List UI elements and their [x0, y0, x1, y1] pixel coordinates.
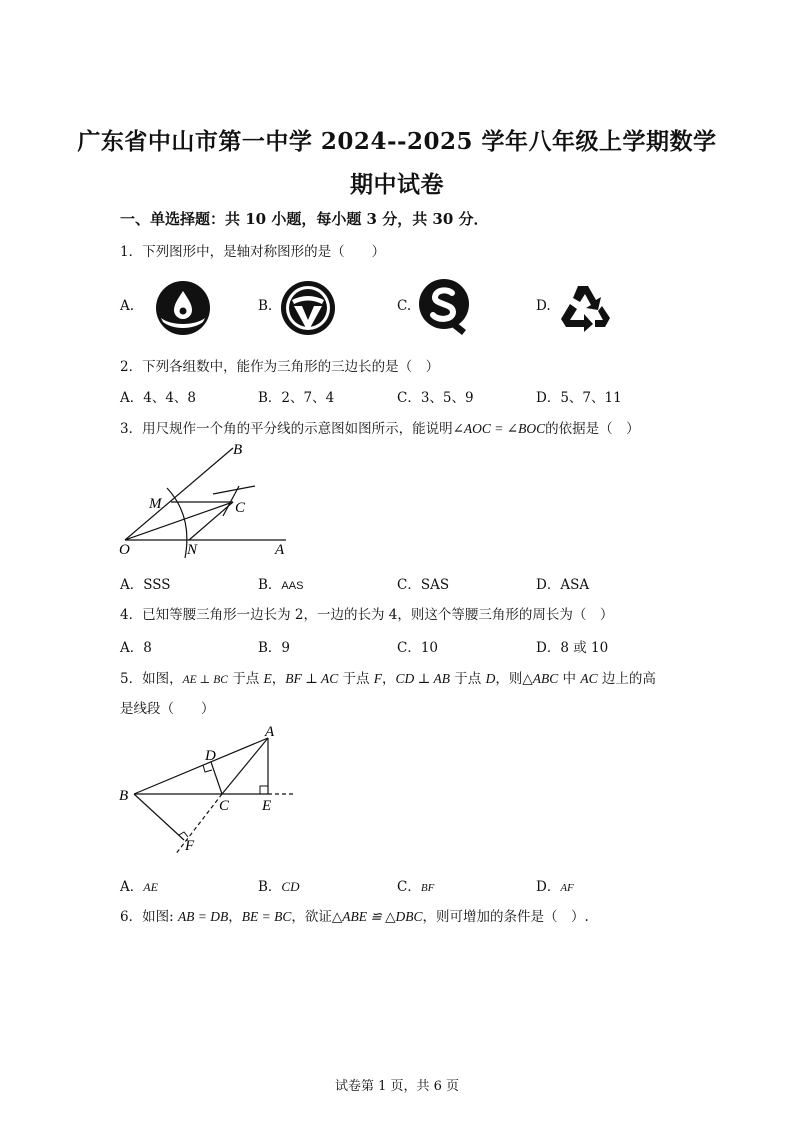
q5-text-1: 5．如图， — [120, 671, 183, 687]
q6-math-be-eq-bc: BE = BC — [241, 909, 292, 924]
q5-text-5: ， — [382, 671, 396, 687]
q5-math-ae-perp-bc: AE ⊥ BC — [182, 674, 228, 686]
fig5-label-c: C — [219, 798, 230, 814]
q5-text-8: 中 — [558, 671, 581, 687]
q2-option-d: D．5、7、11 — [536, 390, 622, 406]
letter-s-logo-icon — [418, 278, 470, 336]
q5-text-9: 边上的高 — [597, 671, 656, 687]
section-heading: 一、单选择题：共 10 小题，每小题 3 分，共 30 分． — [120, 210, 489, 228]
q1-option-d-label: D. — [536, 298, 551, 314]
fig5-label-e: E — [262, 798, 272, 814]
q3-stem-math: ∠AOC = ∠BOC — [452, 421, 546, 436]
q5-math-bf-perp-ac: BF ⊥ AC — [285, 671, 339, 686]
ray-oc — [125, 502, 233, 540]
fig5-label-d: D — [205, 748, 216, 764]
exam-title-line-1: 广东省中山市第一中学 2024--2025 学年八年级上学期数学 — [77, 128, 717, 155]
q3-angle-bisector-figure — [115, 440, 315, 560]
shield-v-logo-icon — [280, 280, 336, 336]
q5-math-ac: AC — [580, 671, 598, 686]
fig5-label-a: A — [265, 724, 275, 740]
q5-option-b — [258, 875, 299, 895]
q5-option-d — [536, 875, 574, 895]
q3-stem-text: 3．用尺规作一个角的平分线的示意图如图所示，能说明 — [120, 421, 453, 437]
arc-mn — [167, 488, 187, 558]
q3-option-b-letter: B． — [258, 577, 282, 593]
q6-math-congruent: △ABE ≌ △DBC — [331, 909, 423, 924]
fig3-label-b: B — [233, 442, 243, 458]
q3-option-a: A．SSS — [120, 577, 171, 593]
q5-option-d-value: AF — [560, 882, 574, 894]
q2-option-a: A．4、4、8 — [120, 390, 197, 406]
q5-option-c-value: BF — [420, 882, 435, 894]
question-5-stem-line-2: 是线段（ ） — [120, 701, 215, 717]
q5-option-c — [397, 875, 434, 895]
q6-text-1: 6．如图: — [120, 909, 178, 925]
q4-option-a: A．8 — [120, 640, 152, 656]
q4-option-d: D．8 或 10 — [536, 640, 609, 656]
fig5-label-b: B — [119, 788, 129, 804]
q6-text-2: ， — [228, 909, 242, 925]
segment-nc — [189, 502, 233, 540]
fig3-label-a: A — [275, 542, 285, 558]
q5-option-a-value: AE — [143, 880, 158, 894]
extension-cf — [175, 794, 222, 855]
construction-arc-1 — [213, 486, 255, 494]
ray-ob — [125, 448, 233, 540]
q5-option-a — [120, 875, 158, 895]
q5-math-triangle-abc: △ABC — [522, 671, 559, 686]
page-footer: 试卷第 1 页，共 6 页 — [334, 1079, 460, 1094]
q5-option-a-letter: A． — [120, 879, 144, 895]
question-6-stem — [120, 905, 589, 925]
q4-option-b: B．9 — [258, 640, 291, 656]
q4-option-c: C．10 — [397, 640, 439, 656]
q5-text-7: ，则 — [495, 671, 523, 687]
water-drop-logo-icon — [155, 280, 211, 336]
q5-text-6: 于点 — [450, 671, 486, 687]
recycle-icon — [558, 280, 614, 332]
q5-math-e: E — [263, 671, 272, 686]
q5-math-f: F — [373, 671, 383, 686]
q2-option-b: B．2、7、4 — [258, 390, 335, 406]
q5-text-3: ， — [271, 671, 286, 687]
fig3-label-o: O — [119, 542, 130, 558]
right-angle-d — [203, 765, 212, 772]
question-3-stem — [120, 417, 640, 437]
q3-option-d: D．ASA — [536, 577, 590, 593]
q3-option-b-value: AAS — [281, 580, 304, 592]
q5-text-2: 于点 — [227, 671, 264, 687]
question-4-stem: 4．已知等腰三角形一边长为 2，一边的长为 4，则这个等腰三角形的周长为（ ） — [120, 607, 614, 623]
fig3-label-n: N — [187, 542, 198, 558]
q3-stem-tail: 的依据是（ ） — [545, 421, 640, 437]
q5-option-d-letter: D． — [536, 879, 561, 895]
question-2-stem: 2．下列各组数中，能作为三角形的三边长的是（ ） — [120, 359, 440, 375]
fig5-label-f: F — [185, 838, 195, 854]
q5-math-cd-perp-ab: CD ⊥ AB — [395, 671, 450, 686]
question-1-stem: 1．下列图形中，是轴对称图形的是（ ） — [120, 244, 386, 260]
q5-triangle-figure — [115, 722, 305, 862]
q5-option-b-letter: B． — [258, 879, 282, 895]
q5-text-4: 于点 — [338, 671, 374, 687]
q5-math-d: D — [485, 671, 496, 686]
q1-option-a-label: A. — [120, 298, 135, 314]
q6-text-3: ，欲证 — [291, 909, 332, 925]
q5-option-b-value: CD — [281, 879, 300, 894]
q1-option-b-label: B. — [258, 298, 273, 314]
segment-ba — [134, 738, 268, 794]
segment-cd — [211, 762, 222, 794]
q1-option-c-label: C. — [397, 298, 412, 314]
q6-text-4: ，则可增加的条件是（ ）. — [422, 909, 589, 925]
q6-math-ab-eq-db: AB = DB — [177, 909, 229, 924]
segment-bf — [134, 794, 184, 840]
q5-option-c-letter: C． — [397, 879, 421, 895]
fig3-label-m: M — [149, 496, 162, 512]
q3-option-c: C．SAS — [397, 577, 450, 593]
q3-option-b — [258, 573, 303, 593]
right-angle-e — [260, 786, 268, 794]
question-5-stem-line-1 — [120, 667, 656, 687]
q2-option-c: C．3、5、9 — [397, 390, 474, 406]
exam-title-line-2: 期中试卷 — [350, 171, 444, 198]
fig3-label-c: C — [235, 500, 246, 516]
